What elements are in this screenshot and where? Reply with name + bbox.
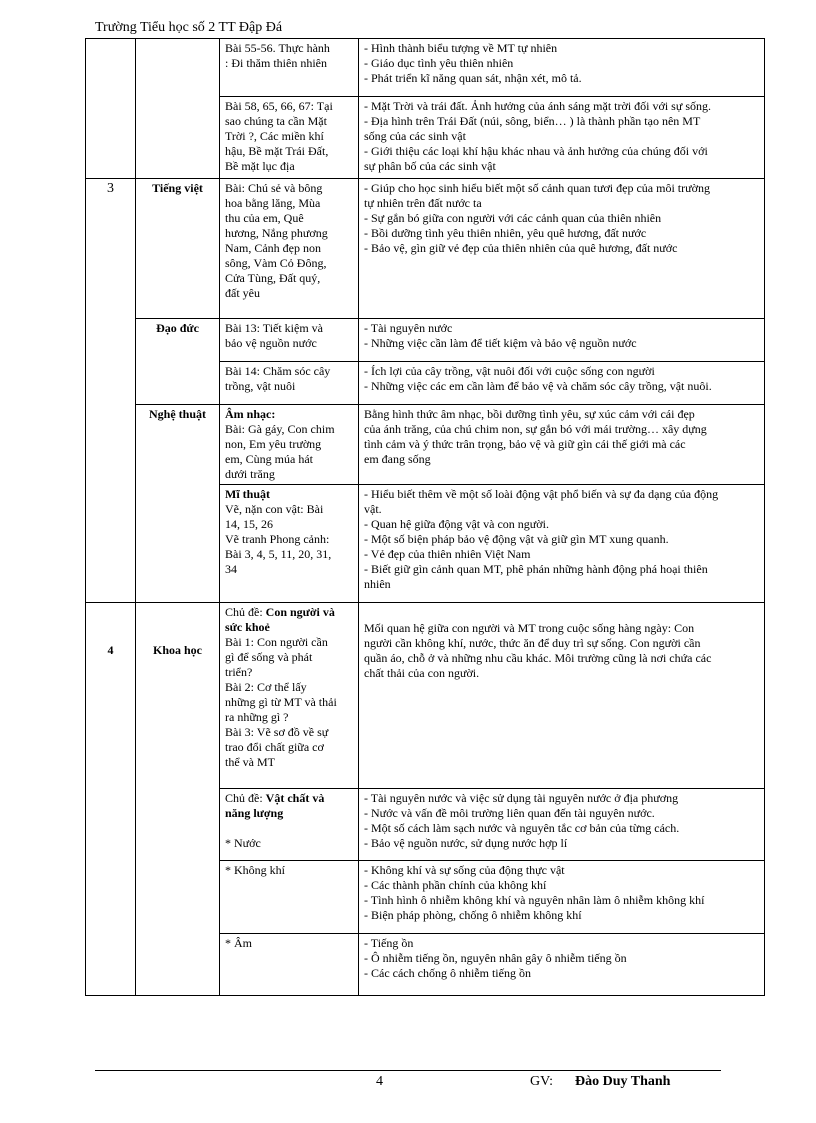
- table-row: [86, 179, 765, 319]
- subject-cell: Tiếng việt: [136, 179, 220, 319]
- table-row: [86, 405, 765, 485]
- content-cell: - Hình thành biểu tượng về MT tự nhiên - Giáo dục tình yêu thiên nhiên - Phát triển kĩ năng quan sát, nhận xét, mô tả.: [359, 39, 765, 97]
- page-number: 4: [376, 1074, 383, 1089]
- curriculum-table: [85, 38, 765, 996]
- content-cell: - Tài nguyên nước - Những việc cần làm để tiết kiệm và bảo vệ nguồn nước: [359, 319, 765, 362]
- content-cell: - Ích lợi của cây trồng, vật nuôi đối với cuộc sống con người - Những việc các em cần làm để bảo vệ và chăm sóc cây trồng, vật nuôi.: [359, 362, 765, 405]
- lesson-cell: Chủ đề: Con người và sức khoẻ Bài 1: Con người cần gì để sống và phát triển? Bài 2: Cơ thể lấy những gì từ MT và thải ra những gì ? Bài 3: Vẽ sơ đồ về sự trao đổi chất giữa cơ thể và MT: [220, 603, 359, 789]
- table-row: [86, 603, 765, 789]
- content-cell: - Tài nguyên nước và việc sử dụng tài nguyên nước ở địa phương - Nước và vấn đề môi trường liên quan đến tài nguyên nước. - Một số cách làm sạch nước và nguyên tắc cơ bản của từng cách. - Bảo vệ nguồn nước, sử dụng nước hợp lí: [359, 789, 765, 861]
- stt-cell: [86, 39, 136, 179]
- content-cell: Mối quan hệ giữa con người và MT trong cuộc sống hàng ngày: Con người cần không khí, nước, thức ăn để duy trì sự sống. Con người cần quần áo, chỗ ở và những nhu cầu khác. Môi trường cũng là nơi chứa các chất thải của con người.: [359, 603, 765, 789]
- teacher-label: GV:: [530, 1074, 554, 1089]
- stt-cell: 4: [86, 603, 136, 996]
- stt-cell: 3: [86, 179, 136, 603]
- lesson-cell: Bài: Chú sẻ và bông hoa bằng lăng, Mùa thu của em, Quê hương, Nắng phương Nam, Cảnh đẹp non sông, Vàm Cỏ Đông, Cửa Tùng, Đất quý, đất yêu: [220, 179, 359, 319]
- lesson-cell: Mĩ thuật Vẽ, nặn con vật: Bài 14, 15, 26 Vẽ tranh Phong cảnh: Bài 3, 4, 5, 11, 20, 31, 34: [220, 485, 359, 603]
- subject-cell: [136, 39, 220, 179]
- subject-cell: Đạo đức: [136, 319, 220, 405]
- page-header: Trường Tiểu học số 2 TT Đập Đá: [95, 20, 283, 35]
- subject-cell: Nghệ thuật: [136, 405, 220, 603]
- content-cell: - Mặt Trời và trái đất. Ảnh hưởng của ánh sáng mặt trời đối với sự sống. - Địa hình trên Trái Đất (núi, sông, biển… ) là thành phần tạo nên MT sống của các sinh vật - Giới thiệu các loại khí hậu khác nhau và ảnh hưởng của chúng đối với sự phân bố của các sinh vật: [359, 97, 765, 179]
- content-cell: - Giúp cho học sinh hiểu biết một số cảnh quan tươi đẹp của môi trường tự nhiên trên đất nước ta - Sự gắn bó giữa con người với các cảnh quan của thiên nhiên - Bồi dưỡng tình yêu thiên nhiên, yêu quê hương, đất nước - Bảo vệ, gìn giữ vẻ đẹp của thiên nhiên của quê hương, đất nước: [359, 179, 765, 319]
- table-row: [86, 39, 765, 97]
- lesson-cell: * Âm: [220, 934, 359, 996]
- content-cell: - Không khí và sự sống của động thực vật - Các thành phần chính của không khí - Tình hình ô nhiễm không khí và nguyên nhân làm ô nhiễm không khí - Biện pháp phòng, chống ô nhiễm không khí: [359, 861, 765, 934]
- lesson-cell: Bài 14: Chăm sóc cây trồng, vật nuôi: [220, 362, 359, 405]
- lesson-cell: Bài 58, 65, 66, 67: Tại sao chúng ta cần Mặt Trời ?, Các miền khí hậu, Bề mặt Trái Đất, Bề mặt lục địa: [220, 97, 359, 179]
- teacher-name: Đào Duy Thanh: [575, 1074, 671, 1089]
- lesson-cell: Bài 55-56. Thực hành : Đi thăm thiên nhiên: [220, 39, 359, 97]
- content-cell: - Hiểu biết thêm về một số loài động vật phổ biến và sự đa dạng của động vật. - Quan hệ giữa động vật và con người. - Một số biện pháp bảo vệ động vật và giữ gìn MT xung quanh. - Vẻ đẹp của thiên nhiên Việt Nam - Biết giữ gìn cảnh quan MT, phê phán những hành động phá hoại thiên nhiên: [359, 485, 765, 603]
- table-row: [86, 319, 765, 362]
- footer-divider: [95, 1070, 721, 1071]
- lesson-cell: Âm nhạc: Bài: Gà gáy, Con chim non, Em yêu trường em, Cùng múa hát dưới trăng: [220, 405, 359, 485]
- lesson-cell: Bài 13: Tiết kiệm và bảo vệ nguồn nước: [220, 319, 359, 362]
- content-cell: - Tiếng ồn - Ô nhiễm tiếng ồn, nguyên nhân gây ô nhiễm tiếng ồn - Các cách chống ô nhiễm tiếng ồn: [359, 934, 765, 996]
- subject-cell: Khoa học: [136, 603, 220, 996]
- lesson-cell: * Không khí: [220, 861, 359, 934]
- lesson-cell: Chủ đề: Vật chất và năng lượng * Nước: [220, 789, 359, 861]
- content-cell: Bằng hình thức âm nhạc, bồi dưỡng tình yêu, sự xúc cảm với cái đẹp của ánh trăng, của chú chim non, sự gắn bó với mái trường… xây dựng tình cảm và ý thức trân trọng, bảo vệ và giữ gìn cái thế giới mà các em đang sống: [359, 405, 765, 485]
